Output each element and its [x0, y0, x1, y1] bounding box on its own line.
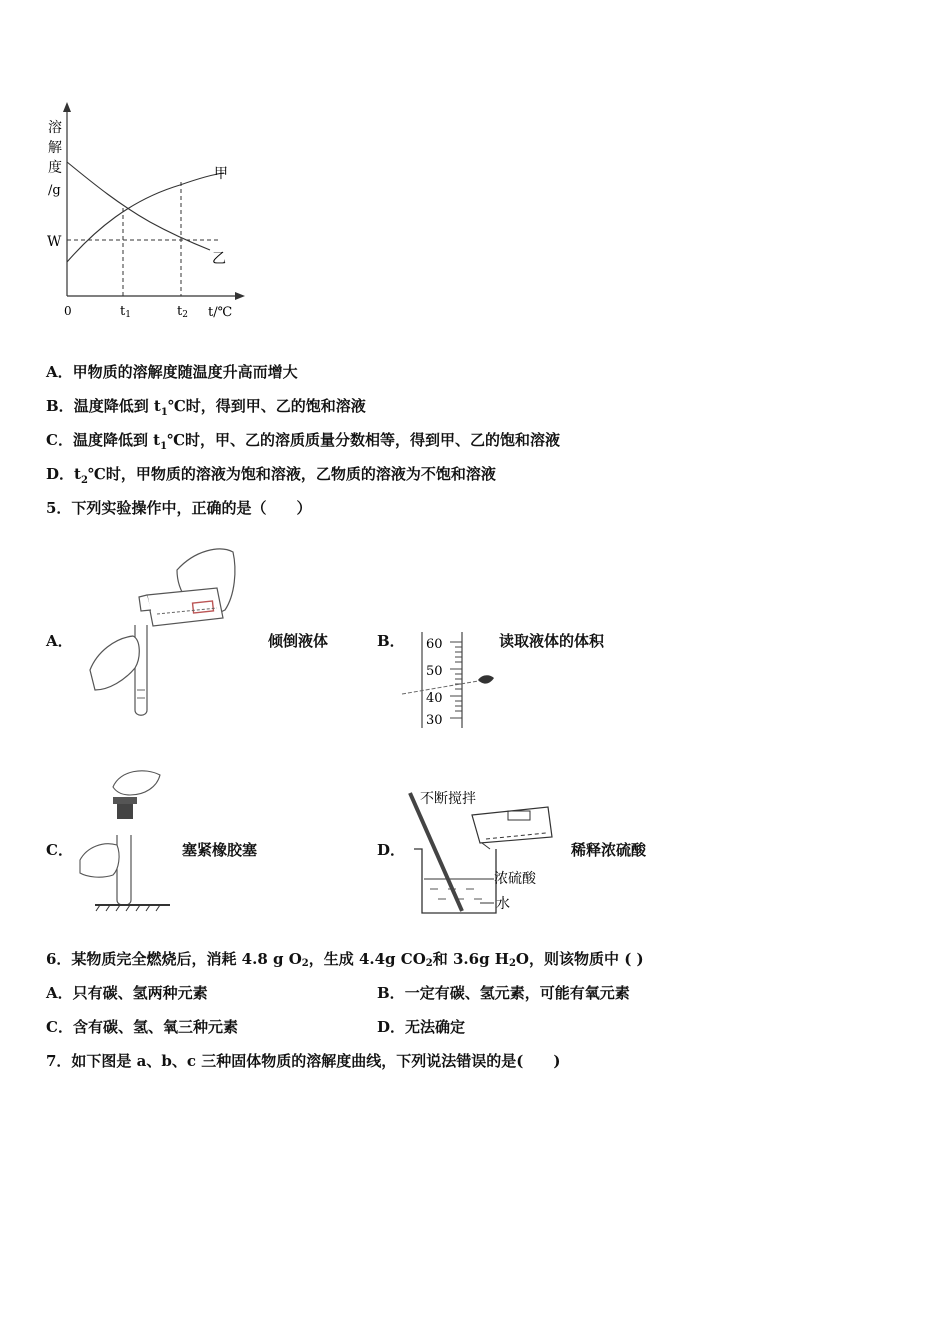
q4-option-b: B．温度降低到 $t_1℃$时，得到甲、乙的饱和溶液	[46, 397, 366, 418]
sight-line	[402, 680, 484, 694]
cylinder-ticks	[450, 642, 462, 718]
acid-bottle	[472, 807, 552, 843]
q5-stem: 5．下列实验操作中，正确的是（ ）	[46, 499, 312, 517]
x-axis-arrow	[235, 292, 245, 300]
upper-hand	[113, 771, 160, 795]
tick-50: 50	[426, 664, 443, 679]
pour-liquid-illustration	[85, 540, 245, 722]
y-label-3: 度	[48, 160, 62, 176]
q4-option-c: C．温度降低到 $t_1℃$时，甲、乙的溶质质量分数相等，得到甲、乙的饱和溶液	[46, 431, 561, 452]
stopper-top	[113, 797, 137, 804]
q5-option-d-caption: 稀释浓硫酸	[571, 841, 647, 859]
dilution-illustration	[400, 785, 565, 920]
lower-hand	[80, 844, 119, 877]
curve-jia-label: 甲	[214, 166, 228, 182]
q5-option-a-caption: 倾倒液体	[268, 632, 329, 650]
test-tube-c	[117, 835, 131, 905]
t2-label: t2	[177, 304, 188, 320]
tick-60: 60	[426, 637, 443, 652]
stirring-rod	[410, 793, 462, 911]
q5-option-c-letter: C．	[46, 841, 73, 859]
q6-option-a: A．只有碳、氢两种元素	[46, 984, 208, 1002]
x-axis-label: t/℃	[208, 305, 233, 320]
label-acid: 浓硫酸	[494, 871, 536, 887]
y-label-4: /g	[48, 183, 61, 198]
y-label-2: 解	[48, 140, 62, 156]
q6-stem: 6．某物质完全燃烧后，消耗 4.8 g $O_2$，生成 4.4g $CO_2$和 3.6g $H_2O$，则该物质中 ( )	[46, 950, 644, 969]
rubber-stopper	[117, 803, 133, 819]
t1-label: t1	[120, 304, 131, 320]
stopper-illustration	[75, 765, 175, 915]
q5-option-d-letter: D．	[377, 841, 406, 859]
y-label-1: 溶	[48, 120, 62, 136]
tick-40: 40	[426, 691, 443, 706]
eye-icon	[478, 675, 494, 683]
cylinder-illustration	[400, 630, 500, 730]
acid-pour	[482, 843, 490, 849]
q6-option-d: D．无法确定	[377, 1018, 466, 1036]
q6-option-b: B．一定有碳、氢元素，可能有氧元素	[377, 984, 630, 1002]
solubility-graph	[40, 100, 260, 330]
q5-option-c-caption: 塞紧橡胶塞	[182, 841, 258, 859]
q5-option-a-letter: A．	[46, 632, 73, 650]
q7-stem: 7．如下图是 a、b、c 三种固体物质的溶解度曲线，下列说法错误的是( )	[46, 1052, 561, 1070]
q5-option-b-letter: B．	[377, 632, 405, 650]
tube-hand	[90, 636, 139, 690]
reagent-bottle	[147, 588, 223, 626]
q6-option-c: C．含有碳、氢、氧三种元素	[46, 1018, 238, 1036]
origin-label: 0	[64, 304, 72, 318]
label-water: 水	[496, 896, 510, 912]
w-label: W	[47, 234, 62, 250]
y-axis-arrow	[63, 102, 71, 112]
q4-option-a: A．甲物质的溶解度随温度升高而增大	[46, 363, 298, 381]
curve-yi-label: 乙	[212, 251, 226, 267]
q4-option-d: D．$t_2℃$时，甲物质的溶液为饱和溶液，乙物质的溶液为不饱和溶液	[46, 465, 496, 486]
tick-30: 30	[426, 713, 443, 728]
q5-option-b-caption: 读取液体的体积	[499, 632, 605, 650]
label-stir: 不断搅拌	[420, 791, 476, 807]
curve-yi	[67, 162, 210, 250]
curve-jia	[67, 173, 224, 262]
